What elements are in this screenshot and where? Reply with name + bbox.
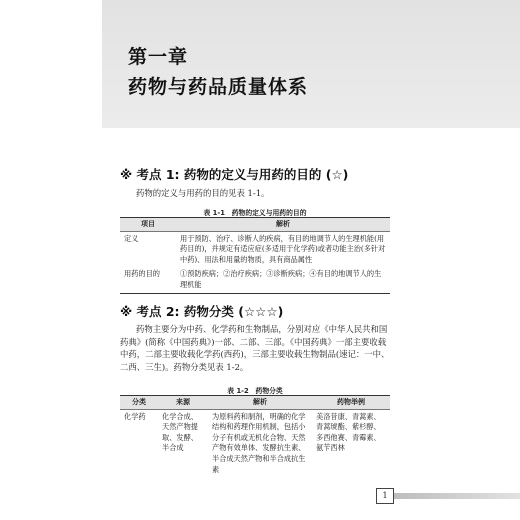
table-header-cell: 药物举例	[312, 396, 390, 410]
table-header-cell: 项目	[120, 218, 176, 232]
section-heading-1: ※ 考点 1: 药物的定义与用药的目的 (☆)	[120, 167, 349, 182]
table-cell: 化学合成、天然产物提取、发酵、半合成	[162, 411, 198, 453]
table-caption-1: 表 1-1 药物的定义与用药的目的	[203, 209, 307, 217]
chapter-number: 第一章	[128, 46, 189, 68]
table-cell: 为原料药和制剂，明确的化学结构和药理作用机制，包括小分子有机或无机化合物、天然产物有效单体、发酵抗生素、半合成天然产物和半合成抗生素	[212, 411, 306, 474]
table-row	[120, 409, 390, 477]
section-heading-2: ※ 考点 2: 药物分类 (☆☆☆)	[120, 304, 284, 319]
chapter-title: 药物与药品质量体系	[128, 76, 309, 98]
table-cell: 用药的目的	[120, 267, 176, 293]
table-caption-2: 表 1-2 药物分类	[227, 387, 283, 395]
table-row	[120, 231, 390, 267]
page-number: 1	[376, 488, 394, 504]
table-cell: 定义	[124, 233, 139, 243]
table-header-cell: 解析	[176, 218, 390, 232]
table-2	[120, 395, 390, 477]
table-cell: 用于预防、治疗、诊断人的疾病，有目的地调节人的生理机能(用药目的)，并规定有适应症(多适用于化学药)或者功能主治(多针对中药)、用法和用量的物质，具有商品属性	[180, 233, 386, 264]
table-header-row	[120, 396, 390, 410]
section-intro-1: 药物的定义与用药的目的见表 1-1。	[136, 188, 270, 198]
section-intro-2: 药物主要分为中药、化学药和生物制品，分别对应《中华人民共和国药典》(简称《中国药典》)一部、二部、三部。《中国药典》一部主要收载中药，二部主要收载化学药(西药)，三部主要收载生物制品(速记：一中、二西、三生)。药物分类见表 1-2。	[120, 324, 390, 372]
table-header-cell: 解析	[208, 396, 312, 410]
table-row	[120, 267, 390, 293]
table-header-cell: 来源	[158, 396, 208, 410]
table-cell: 化学药	[124, 411, 146, 421]
table-header-row	[120, 218, 390, 232]
table-cell: 美洛昔康、青蒿素、青蒿琥酯、紫杉醇、多西他赛、青霉素、氨苄西林	[316, 411, 381, 453]
table-header-cell: 分类	[120, 396, 158, 410]
page-number-bar	[394, 493, 520, 499]
table-1	[120, 217, 390, 294]
table-cell: ①预防疾病；②治疗疾病；③诊断疾病；④有目的地调节人的生理机能	[176, 267, 390, 293]
